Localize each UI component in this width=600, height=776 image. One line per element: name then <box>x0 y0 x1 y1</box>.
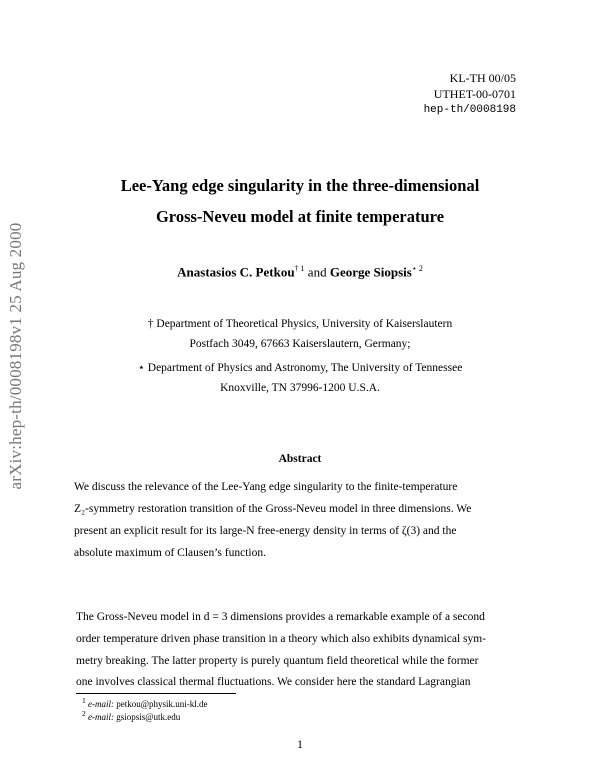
arxiv-side-stamp <box>2 196 30 516</box>
abstract-line: present an explicit result for its large-N free-energy density in terms of ζ(3) and the <box>74 525 457 537</box>
author-line <box>60 264 540 280</box>
paper-title-line: Gross-Neveu model at finite temperature <box>155 207 445 226</box>
footnote <box>82 696 208 709</box>
footnote-label: e-mail: <box>88 699 114 709</box>
abstract-heading: Abstract <box>278 453 322 465</box>
affiliation-line: † Department of Theoretical Physics, University of Kaiserslautern <box>147 318 453 330</box>
abstract-line: absolute maximum of Clausen’s function. <box>74 547 266 559</box>
author-name: George Siopsis <box>329 264 412 280</box>
report-ids <box>424 70 516 118</box>
paper-title-line: Lee-Yang edge singularity in the three-dimensional <box>120 176 480 195</box>
affiliation-line: ⋆ Department of Physics and Astronomy, The University of Tennessee <box>137 362 463 374</box>
footnote-mark: 2 <box>82 709 86 718</box>
body-text-line: The Gross-Neveu model in d = 3 dimensions provides a remarkable example of a second <box>76 611 485 623</box>
arxiv-stamp-text: arXiv:hep-th/0008198v1 25 Aug 2000 <box>6 222 25 490</box>
footnote-text: gsiopsis@utk.edu <box>116 712 181 722</box>
body-text-line: metry breaking. The latter property is purely quantum field theoretical while the former <box>76 655 479 667</box>
author-affil-mark: † 1 <box>294 264 305 273</box>
abstract-line: Z₂-symmetry restoration transition of the Gross-Neveu model in three dimensions. We <box>74 503 472 515</box>
footnote <box>82 709 180 722</box>
report-id-arxiv: hep-th/0008198 <box>423 104 516 116</box>
affiliation-line: Knoxville, TN 37996-1200 U.S.A. <box>220 382 380 394</box>
abstract-line: We discuss the relevance of the Lee-Yang edge singularity to the finite-temperature <box>74 481 458 493</box>
footnote-label: e-mail: <box>88 712 114 722</box>
author-affil-mark: ⋆ 2 <box>411 264 423 273</box>
author-conjunction: and <box>307 264 327 280</box>
report-id: UTHET-00-0701 <box>433 87 516 101</box>
footnote-rule <box>76 693 236 694</box>
affiliation-line: Postfach 3049, 67663 Kaiserslautern, Germany; <box>189 338 411 350</box>
author-name: Anastasios C. Petkou <box>177 264 295 280</box>
body-text-line: one involves classical thermal fluctuations. We consider here the standard Lagrangian <box>76 676 471 688</box>
page-number: 1 <box>297 737 303 751</box>
footnote-mark: 1 <box>82 696 86 705</box>
footnote-text: petkou@physik.uni-kl.de <box>116 699 208 709</box>
report-id: KL-TH 00/05 <box>449 71 516 85</box>
body-text-line: order temperature driven phase transition in a theory which also exhibits dynamical sym- <box>76 633 487 645</box>
